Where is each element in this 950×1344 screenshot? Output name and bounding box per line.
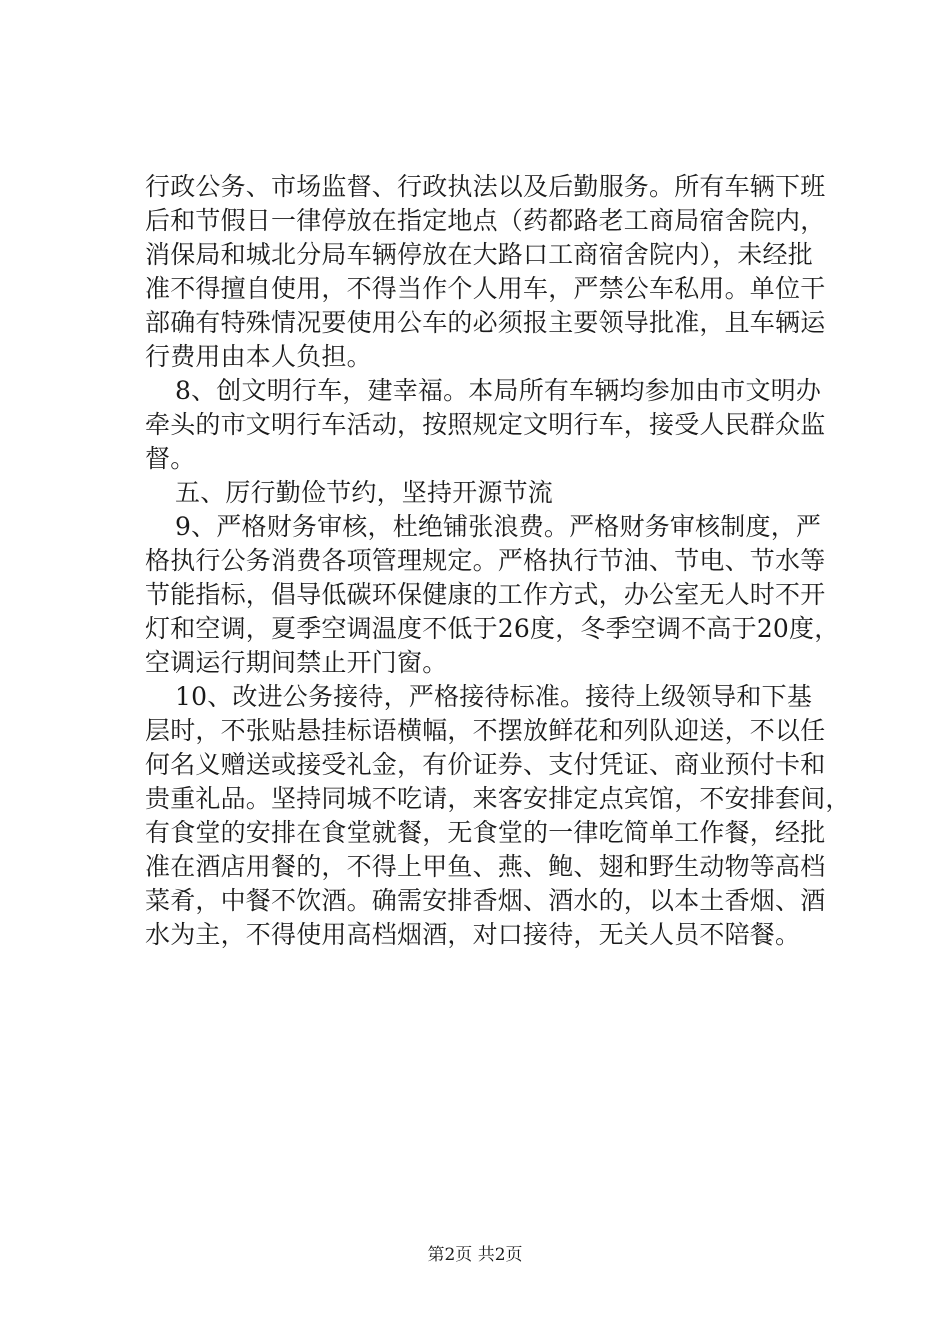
text-line: 格执行公务消费各项管理规定。严格执行节油、节电、节水等: [145, 546, 826, 575]
text-line: 后和节假日一律停放在指定地点（药都路老工商局宿舍院内，: [145, 206, 826, 235]
text-line: 牵头的市文明行车活动，按照规定文明行车，接受人民群众监: [145, 410, 826, 439]
text-line: 空调运行期间禁止开门窗。: [145, 648, 448, 677]
text-line: 节能指标，倡导低碳环保健康的工作方式，办公室无人时不开: [145, 580, 826, 609]
paragraph-start-line: 9、严格财务审核，杜绝铺张浪费。严格财务审核制度，严: [175, 512, 822, 541]
paragraph-start-line: 8、创文明行车，建幸福。本局所有车辆均参加由市文明办: [175, 376, 822, 405]
text-line: 有食堂的安排在食堂就餐，无食堂的一律吃简单工作餐，经批: [145, 818, 826, 847]
paragraph-start-line: 10、改进公务接待，严格接待标准。接待上级领导和下基: [175, 682, 813, 711]
text-line: 行费用由本人负担。: [145, 342, 372, 371]
section-heading: 五、厉行勤俭节约，坚持开源节流: [175, 478, 554, 507]
document-body: [145, 170, 851, 952]
text-line: 水为主，不得使用高档烟酒，对口接待，无关人员不陪餐。: [145, 920, 801, 949]
text-line: 何名义赠送或接受礼金，有价证券、支付凭证、商业预付卡和: [145, 750, 826, 779]
text-line: 准在酒店用餐的，不得上甲鱼、燕、鲍、翅和野生动物等高档: [145, 852, 826, 881]
page-number-footer: 第2页 共2页: [427, 1245, 523, 1265]
text-line: 菜肴，中餐不饮酒。确需安排香烟、酒水的，以本土香烟、酒: [145, 886, 826, 915]
text-line: 准不得擅自使用，不得当作个人用车，严禁公车私用。单位干: [145, 274, 826, 303]
text-line: 督。: [145, 444, 196, 473]
text-line: 层时，不张贴悬挂标语横幅，不摆放鲜花和列队迎送，不以任: [145, 716, 826, 745]
text-line: 行政公务、市场监督、行政执法以及后勤服务。所有车辆下班: [145, 172, 826, 201]
text-line: 贵重礼品。坚持同城不吃请，来客安排定点宾馆，不安排套间，: [145, 784, 851, 813]
text-line: 消保局和城北分局车辆停放在大路口工商宿舍院内），未经批: [145, 240, 813, 269]
text-line: 灯和空调，夏季空调温度不低于26度，冬季空调不高于20度，: [145, 614, 840, 643]
text-line: 部确有特殊情况要使用公车的必须报主要领导批准，且车辆运: [145, 308, 826, 337]
